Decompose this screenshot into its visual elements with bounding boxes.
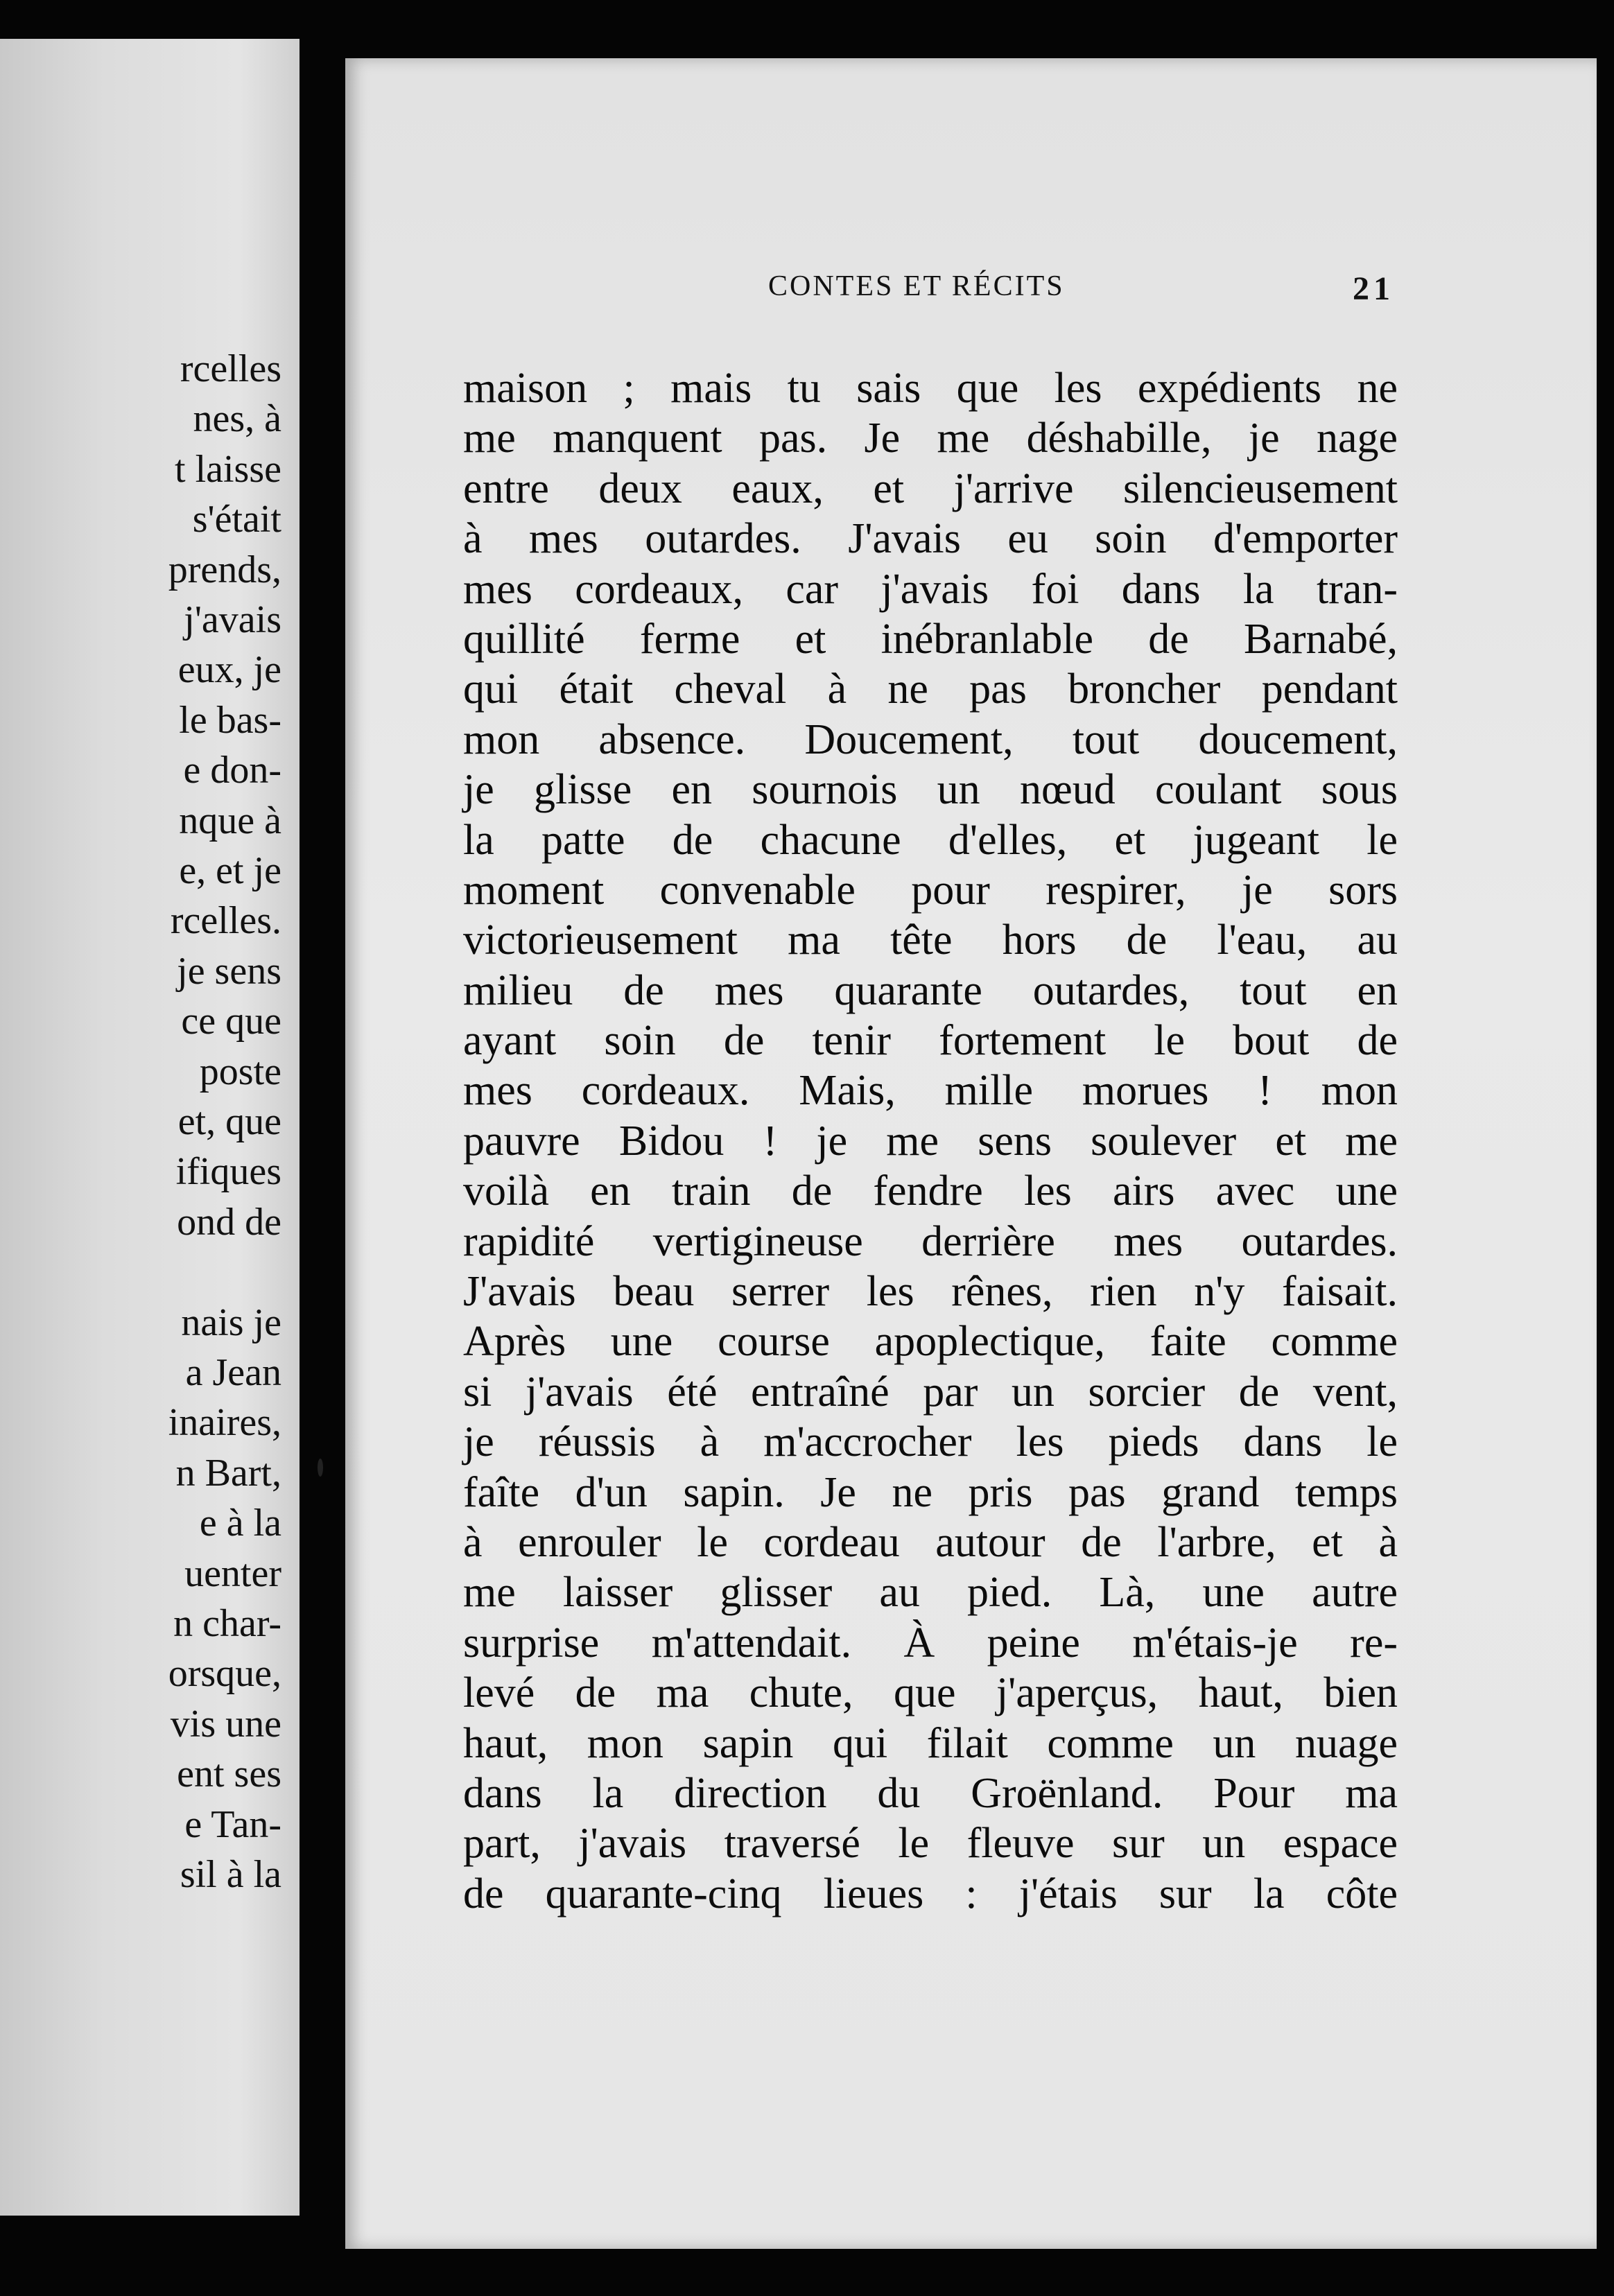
text-line: faîte d'un sapin. Je ne pris pas grand temps: [463, 1468, 1398, 1516]
left-page-line: nais je: [181, 1301, 281, 1344]
text-line: de quarante-cinq lieues : j'étais sur la côte: [463, 1870, 1398, 1917]
text-line: moment convenable pour respirer, je sors: [463, 866, 1398, 914]
left-page-line: vis une: [170, 1702, 281, 1746]
text-line: levé de ma chute, que j'aperçus, haut, bien: [463, 1669, 1398, 1717]
left-page-line: eux, je: [177, 648, 281, 692]
left-page-line: prends,: [168, 548, 281, 591]
left-page-line: ond de: [177, 1200, 281, 1244]
left-page-line: n Bart,: [175, 1451, 281, 1495]
left-page-line: n char-: [173, 1602, 281, 1645]
left-page-line: t laisse: [175, 447, 281, 491]
left-page-line: a Jean: [185, 1351, 281, 1394]
text-line: ayant soin de tenir fortement le bout de: [463, 1017, 1398, 1065]
text-line: surprise m'attendait. À peine m'étais-je re-: [463, 1619, 1398, 1667]
text-line: à mes outardes. J'avais eu soin d'emporter: [463, 515, 1398, 563]
text-line: rapidité vertigineuse derrière mes outardes.: [463, 1217, 1398, 1265]
text-line: victorieusement ma tête hors de l'eau, au: [463, 916, 1398, 964]
text-line: pauvre Bidou ! je me sens soulever et me: [463, 1117, 1398, 1165]
text-line: dans la direction du Groënland. Pour ma: [463, 1769, 1398, 1817]
left-page-line: j'avais: [184, 598, 281, 641]
left-page-line: nes, à: [193, 397, 281, 441]
left-page-line: et, que: [177, 1100, 281, 1143]
text-line: maison ; mais tu sais que les expédients ne: [463, 365, 1398, 412]
text-line: entre deux eaux, et j'arrive silencieusement: [463, 464, 1398, 512]
left-page-line: nque à: [179, 799, 281, 842]
text-line: mes cordeaux, car j'avais foi dans la tran-: [463, 565, 1398, 613]
text-line: si j'avais été entraîné par un sorcier de vent,: [463, 1368, 1398, 1416]
text-line: me laisser glisser au pied. Là, une autre: [463, 1569, 1398, 1617]
text-line: je glisse en sournois un nœud coulant sous: [463, 766, 1398, 814]
text-line: voilà en train de fendre les airs avec une: [463, 1167, 1398, 1215]
left-page-line: e à la: [199, 1502, 281, 1545]
book-spine: [300, 0, 345, 2296]
page-number: 21: [1353, 270, 1394, 307]
left-page-line: inaires,: [168, 1401, 281, 1445]
left-page-line: rcelles.: [170, 899, 281, 943]
text-line: la patte de chacune d'elles, et jugeant le: [463, 816, 1398, 864]
running-head: CONTES ET RÉCITS: [768, 270, 1065, 302]
right-page: [345, 58, 1597, 2249]
left-page-line: ifiques: [175, 1150, 281, 1194]
text-line: part, j'avais traversé le fleuve sur un espace: [463, 1820, 1398, 1868]
print-speck: [318, 1459, 323, 1477]
text-line: milieu de mes quarante outardes, tout en: [463, 966, 1398, 1014]
text-line: à enrouler le cordeau autour de l'arbre, et à: [463, 1518, 1398, 1566]
left-page-line: s'était: [192, 498, 281, 541]
text-line: J'avais beau serrer les rênes, rien n'y faisait.: [463, 1268, 1398, 1316]
left-page: [0, 39, 300, 2216]
left-page-line: e don-: [183, 749, 281, 792]
text-line: haut, mon sapin qui filait comme un nuage: [463, 1719, 1398, 1767]
body-text: [463, 363, 1398, 1919]
text-line: quillité ferme et inébranlable de Barnabé,: [463, 615, 1398, 663]
left-page-line: rcelles: [180, 347, 281, 390]
text-line: mes cordeaux. Mais, mille morues ! mon: [463, 1067, 1398, 1115]
left-page-line: le bas-: [179, 698, 281, 742]
left-page-line: ce que: [181, 1000, 281, 1043]
left-page-line: e Tan-: [184, 1802, 281, 1846]
left-page-line: orsque,: [168, 1652, 281, 1696]
left-page-line: sil à la: [180, 1853, 281, 1896]
text-line: me manquent pas. Je me déshabille, je nage: [463, 415, 1398, 462]
text-line: mon absence. Doucement, tout doucement,: [463, 715, 1398, 763]
text-line: qui était cheval à ne pas broncher pendant: [463, 666, 1398, 713]
text-line: Après une course apoplectique, faite comme: [463, 1318, 1398, 1366]
left-page-line: poste: [199, 1050, 281, 1093]
left-page-line: e, et je: [179, 849, 281, 892]
left-page-line: uenter: [184, 1551, 281, 1595]
left-page-line: ent ses: [177, 1753, 281, 1796]
left-page-line: je sens: [177, 949, 281, 993]
text-line: je réussis à m'accrocher les pieds dans le: [463, 1418, 1398, 1466]
